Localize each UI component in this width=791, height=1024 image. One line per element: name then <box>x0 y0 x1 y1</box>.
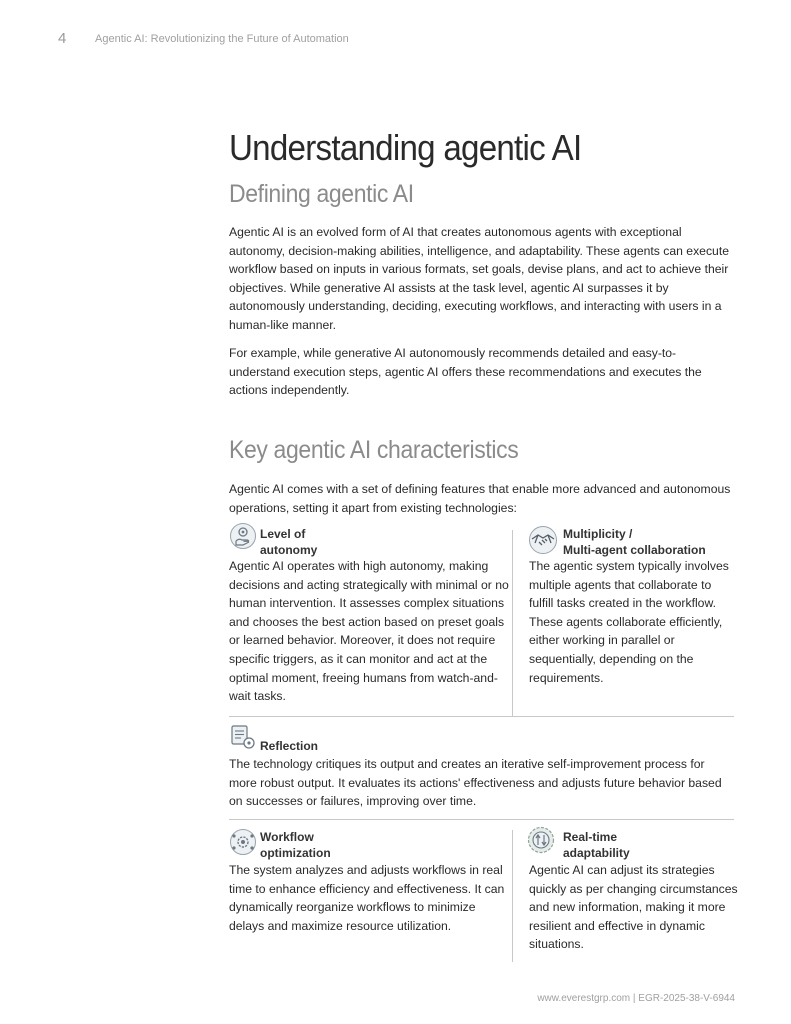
page-number: 4 <box>58 30 67 47</box>
gear-network-icon <box>229 828 257 856</box>
column-divider <box>512 530 513 716</box>
definition-paragraph: Agentic AI is an evolved form of AI that creates autonomous agents with exceptional autonomy, decision-making abilities, intelligence, and adaptability. These agents can execute workflow based on inputs in various formats, set goals, devise plans, and act to achieve their objectives. While generative AI assists at the task level, agentic AI surpasses it by autonomously understanding, deciding, executing workflows, and interacting with users in a human-like manner. <box>229 225 729 332</box>
handshake-icon <box>527 525 559 555</box>
section-title-characteristics: Key agentic AI characteristics <box>229 436 519 464</box>
card-text-reflection: The technology critiques its output and creates an iterative self-improvement process for more robust output. It evaluates its actions' effectiveness and adjusts future behavior based on successes or failures, improving over time. <box>229 757 722 809</box>
section-title-defining: Defining agentic AI <box>229 180 414 208</box>
page-title: Understanding agentic AI <box>229 127 582 168</box>
card-text-adaptability: Agentic AI can adjust its strategies quickly as per changing circumstances and new information, making it more resilient and effective in dynamic situations. <box>529 863 738 952</box>
section-divider-2 <box>229 819 734 820</box>
footer-reference: www.everestgrp.com | EGR-2025-38-V-6944 <box>537 993 735 1004</box>
hand-gear-icon <box>229 522 257 550</box>
card-title-workflow: Workflow optimization <box>260 830 331 860</box>
characteristics-intro: Agentic AI comes with a set of defining features that enable more advanced and autonomous operations, setting it apart from existing technologies: <box>229 482 731 515</box>
section-divider <box>229 716 734 717</box>
card-text-multiplicity: The agentic system typically involves multiple agents that collaborate to fulfill tasks created in the workflow. These agents collaborate efficiently, either working in parallel or sequentially, depending on the requirements. <box>529 559 729 685</box>
card-title-reflection: Reflection <box>260 739 319 753</box>
column-divider-2 <box>512 830 513 962</box>
card-text-autonomy: Agentic AI operates with high autonomy, making decisions and acting strategically with minimal or no human intervention. It assesses complex situations and chooses the best action based on preset goals or learned behavior. Moreover, it does not require specific triggers, as it can monitor and act at the optimal moment, freeing humans from watch-and-wait tasks. <box>229 559 509 704</box>
example-paragraph: For example, while generative AI autonomously recommends detailed and easy-to-understand execution steps, agentic AI offers these recommendations and executes the actions independently. <box>229 346 702 398</box>
card-text-workflow: The system analyzes and adjusts workflows in real time to enhance efficiency and effectiveness. It can dynamically reorganize workflows to minimize delays and maximize resource utilization. <box>229 863 505 933</box>
adaptive-gear-icon <box>527 826 555 854</box>
card-title-adaptability: Real-time adaptability <box>563 830 630 860</box>
card-title-multiplicity: Multiplicity / Multi-agent collaboration <box>563 527 706 557</box>
running-header: Agentic AI: Revolutionizing the Future of Automation <box>95 33 349 45</box>
document-gear-icon <box>229 723 257 751</box>
card-title-autonomy: Level of autonomy <box>260 527 318 557</box>
